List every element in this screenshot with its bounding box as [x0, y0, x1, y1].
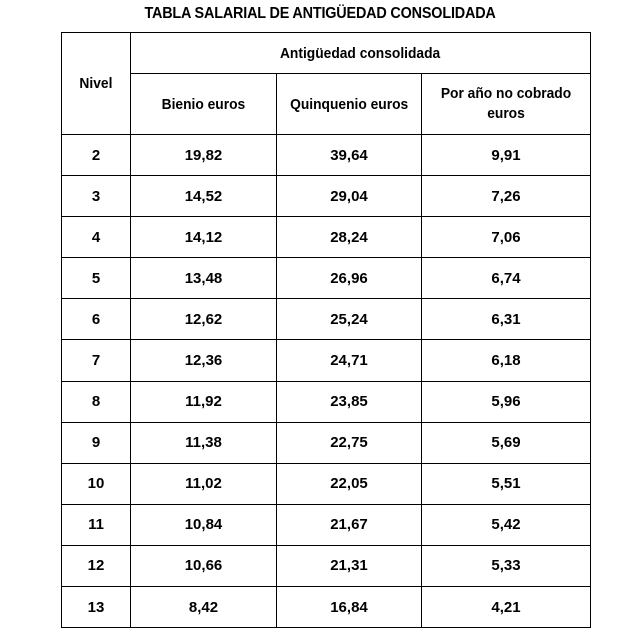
cell-por-ano: 6,31 — [422, 299, 591, 340]
header-por-ano — [422, 74, 591, 135]
cell-bienio: 11,92 — [131, 381, 277, 422]
cell-bienio: 14,12 — [131, 217, 277, 258]
cell-quinquenio: 22,05 — [277, 463, 422, 504]
cell-nivel: 7 — [62, 340, 131, 381]
cell-quinquenio: 24,71 — [277, 340, 422, 381]
cell-por-ano: 5,33 — [422, 545, 591, 586]
cell-quinquenio: 23,85 — [277, 381, 422, 422]
table-header — [62, 33, 591, 135]
cell-quinquenio: 22,75 — [277, 422, 422, 463]
table-row — [62, 463, 591, 504]
header-bienio — [131, 74, 277, 135]
cell-quinquenio: 28,24 — [277, 217, 422, 258]
cell-bienio: 12,62 — [131, 299, 277, 340]
table-row — [62, 258, 591, 299]
cell-bienio: 11,02 — [131, 463, 277, 504]
table-row — [62, 545, 591, 586]
header-por-ano-label: Por año no cobrado euros — [440, 85, 572, 122]
table-row — [62, 217, 591, 258]
cell-por-ano: 9,91 — [422, 135, 591, 176]
cell-bienio: 10,84 — [131, 504, 277, 545]
cell-por-ano: 5,42 — [422, 504, 591, 545]
cell-por-ano: 6,18 — [422, 340, 591, 381]
cell-nivel: 11 — [62, 504, 131, 545]
cell-por-ano: 7,26 — [422, 176, 591, 217]
cell-bienio: 19,82 — [131, 135, 277, 176]
table-row — [62, 176, 591, 217]
cell-quinquenio: 21,31 — [277, 545, 422, 586]
page-title: TABLA SALARIAL DE ANTIGÜEDAD CONSOLIDADA — [144, 5, 496, 22]
header-group-label: Antigüedad consolidada — [280, 44, 441, 62]
cell-nivel: 4 — [62, 217, 131, 258]
header-bienio-label: Bienio euros — [161, 95, 246, 113]
header-row-group — [62, 33, 591, 74]
cell-bienio: 8,42 — [131, 587, 277, 628]
header-quinquenio-label: Quinquenio euros — [289, 95, 409, 113]
cell-nivel: 8 — [62, 381, 131, 422]
cell-por-ano: 5,51 — [422, 463, 591, 504]
table-row — [62, 381, 591, 422]
table-row — [62, 422, 591, 463]
cell-nivel: 2 — [62, 135, 131, 176]
cell-por-ano: 5,69 — [422, 422, 591, 463]
cell-nivel: 3 — [62, 176, 131, 217]
header-row-columns — [62, 74, 591, 135]
table-body — [62, 135, 591, 628]
cell-bienio: 12,36 — [131, 340, 277, 381]
cell-quinquenio: 25,24 — [277, 299, 422, 340]
salary-table — [61, 32, 591, 628]
cell-nivel: 9 — [62, 422, 131, 463]
cell-bienio: 11,38 — [131, 422, 277, 463]
cell-quinquenio: 26,96 — [277, 258, 422, 299]
cell-nivel: 6 — [62, 299, 131, 340]
table-row — [62, 340, 591, 381]
cell-nivel: 12 — [62, 545, 131, 586]
cell-quinquenio: 29,04 — [277, 176, 422, 217]
cell-por-ano: 7,06 — [422, 217, 591, 258]
cell-por-ano: 4,21 — [422, 587, 591, 628]
cell-quinquenio: 21,67 — [277, 504, 422, 545]
header-quinquenio — [277, 74, 422, 135]
table-row — [62, 299, 591, 340]
cell-bienio: 10,66 — [131, 545, 277, 586]
cell-quinquenio: 16,84 — [277, 587, 422, 628]
header-antiguedad-consolidada — [131, 33, 591, 74]
header-nivel-label: Nivel — [79, 75, 113, 92]
table-row — [62, 504, 591, 545]
table-row — [62, 135, 591, 176]
cell-por-ano: 5,96 — [422, 381, 591, 422]
header-nivel — [62, 33, 131, 135]
cell-por-ano: 6,74 — [422, 258, 591, 299]
cell-nivel: 5 — [62, 258, 131, 299]
cell-nivel: 13 — [62, 587, 131, 628]
cell-quinquenio: 39,64 — [277, 135, 422, 176]
table-row — [62, 587, 591, 628]
cell-nivel: 10 — [62, 463, 131, 504]
cell-bienio: 14,52 — [131, 176, 277, 217]
cell-bienio: 13,48 — [131, 258, 277, 299]
